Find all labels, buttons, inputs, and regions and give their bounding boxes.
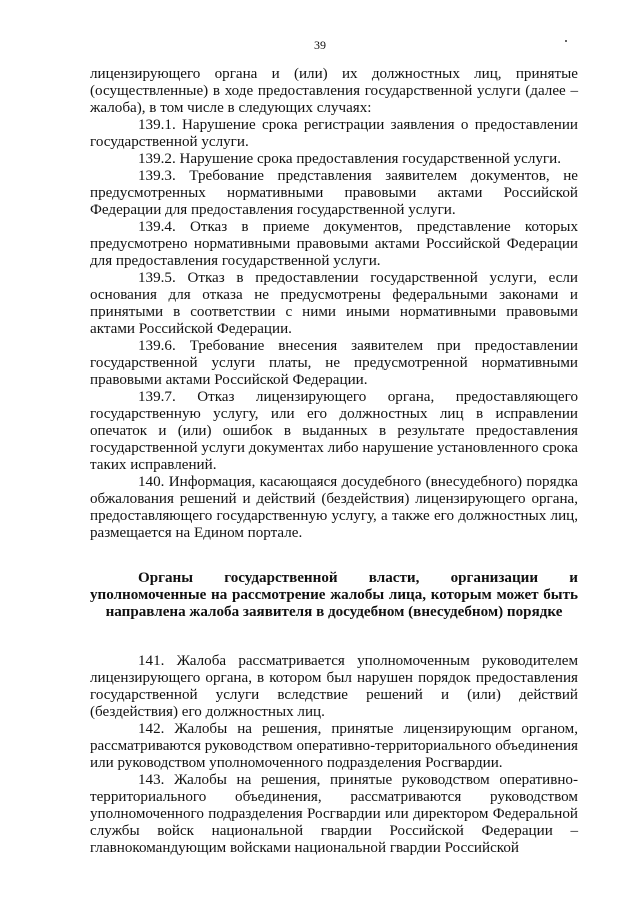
paragraph-140: 140. Информация, касающаяся досудебного (внесудебного) порядка обжалования решений и действий (бездействия) лицензирующего органа, предоставляющего государственную услугу, а также его должностных лиц, размещается на Едином портале. bbox=[90, 474, 578, 541]
paragraph-139-3: 139.3. Требование представления заявителем документов, не предусмотренных нормативными правовыми актами Российской Федерации для предоставления государственной услуги. bbox=[90, 168, 578, 218]
paragraph-139-4: 139.4. Отказ в приеме документов, представление которых предусмотрено нормативными правовыми актами Российской Федерации для предоставления государственной услуги. bbox=[90, 219, 578, 269]
paragraph-139-6: 139.6. Требование внесения заявителем при предоставлении государственной услуги платы, не предусмотренной нормативными правовыми актами Российской Федерации. bbox=[90, 338, 578, 388]
paragraph-continued: лицензирующего органа и (или) их должностных лиц, принятые (осуществленные) в ходе предоставления государственной услуги (далее – жалоба), в том числе в следующих случаях: bbox=[90, 66, 578, 116]
paragraph-139-5: 139.5. Отказ в предоставлении государственной услуги, если основания для отказа не предусмотрены федеральными законами и принятыми в соответствии с ними иными нормативными правовыми актами Российской Федерации. bbox=[90, 270, 578, 337]
paragraph-142: 142. Жалобы на решения, принятые лицензирующим органом, рассматриваются руководством оперативно-территориального объединения или руководством уполномоченного подразделения Росгвардии. bbox=[90, 721, 578, 771]
section-heading: Органы государственной власти, организации и уполномоченные на рассмотрение жалобы лица, которым может быть направлена жалоба заявителя в досудебном (внесудебном) порядке bbox=[90, 570, 578, 620]
document-body bbox=[90, 66, 578, 857]
paragraph-139-7: 139.7. Отказ лицензирующего органа, предоставляющего государственную услугу, или его должностных лиц в исправлении опечаток и (или) ошибок в выданных в результате предоставления государственной услуги документах либо нарушение установленного срока таких исправлений. bbox=[90, 389, 578, 473]
page-number: 39 bbox=[314, 38, 326, 52]
paragraph-139-2: 139.2. Нарушение срока предоставления государственной услуги. bbox=[138, 151, 561, 167]
paragraph-143: 143. Жалобы на решения, принятые руководством оперативно-территориального объединения, рассматриваются руководством уполномоченного подразделения Росгвардии или директором Федеральной службы войск национальной гвардии Российской Федерации – главнокомандующим войсками национальной гвардии Российской bbox=[90, 772, 578, 856]
paragraph-141: 141. Жалоба рассматривается уполномоченным руководителем лицензирующего органа, в котором был нарушен порядок предоставления государственной услуги вследствие решений и (или) действий (бездействия) его должностных лиц. bbox=[90, 653, 578, 720]
paragraph-139-1: 139.1. Нарушение срока регистрации заявления о предоставлении государственной услуги. bbox=[90, 117, 578, 150]
